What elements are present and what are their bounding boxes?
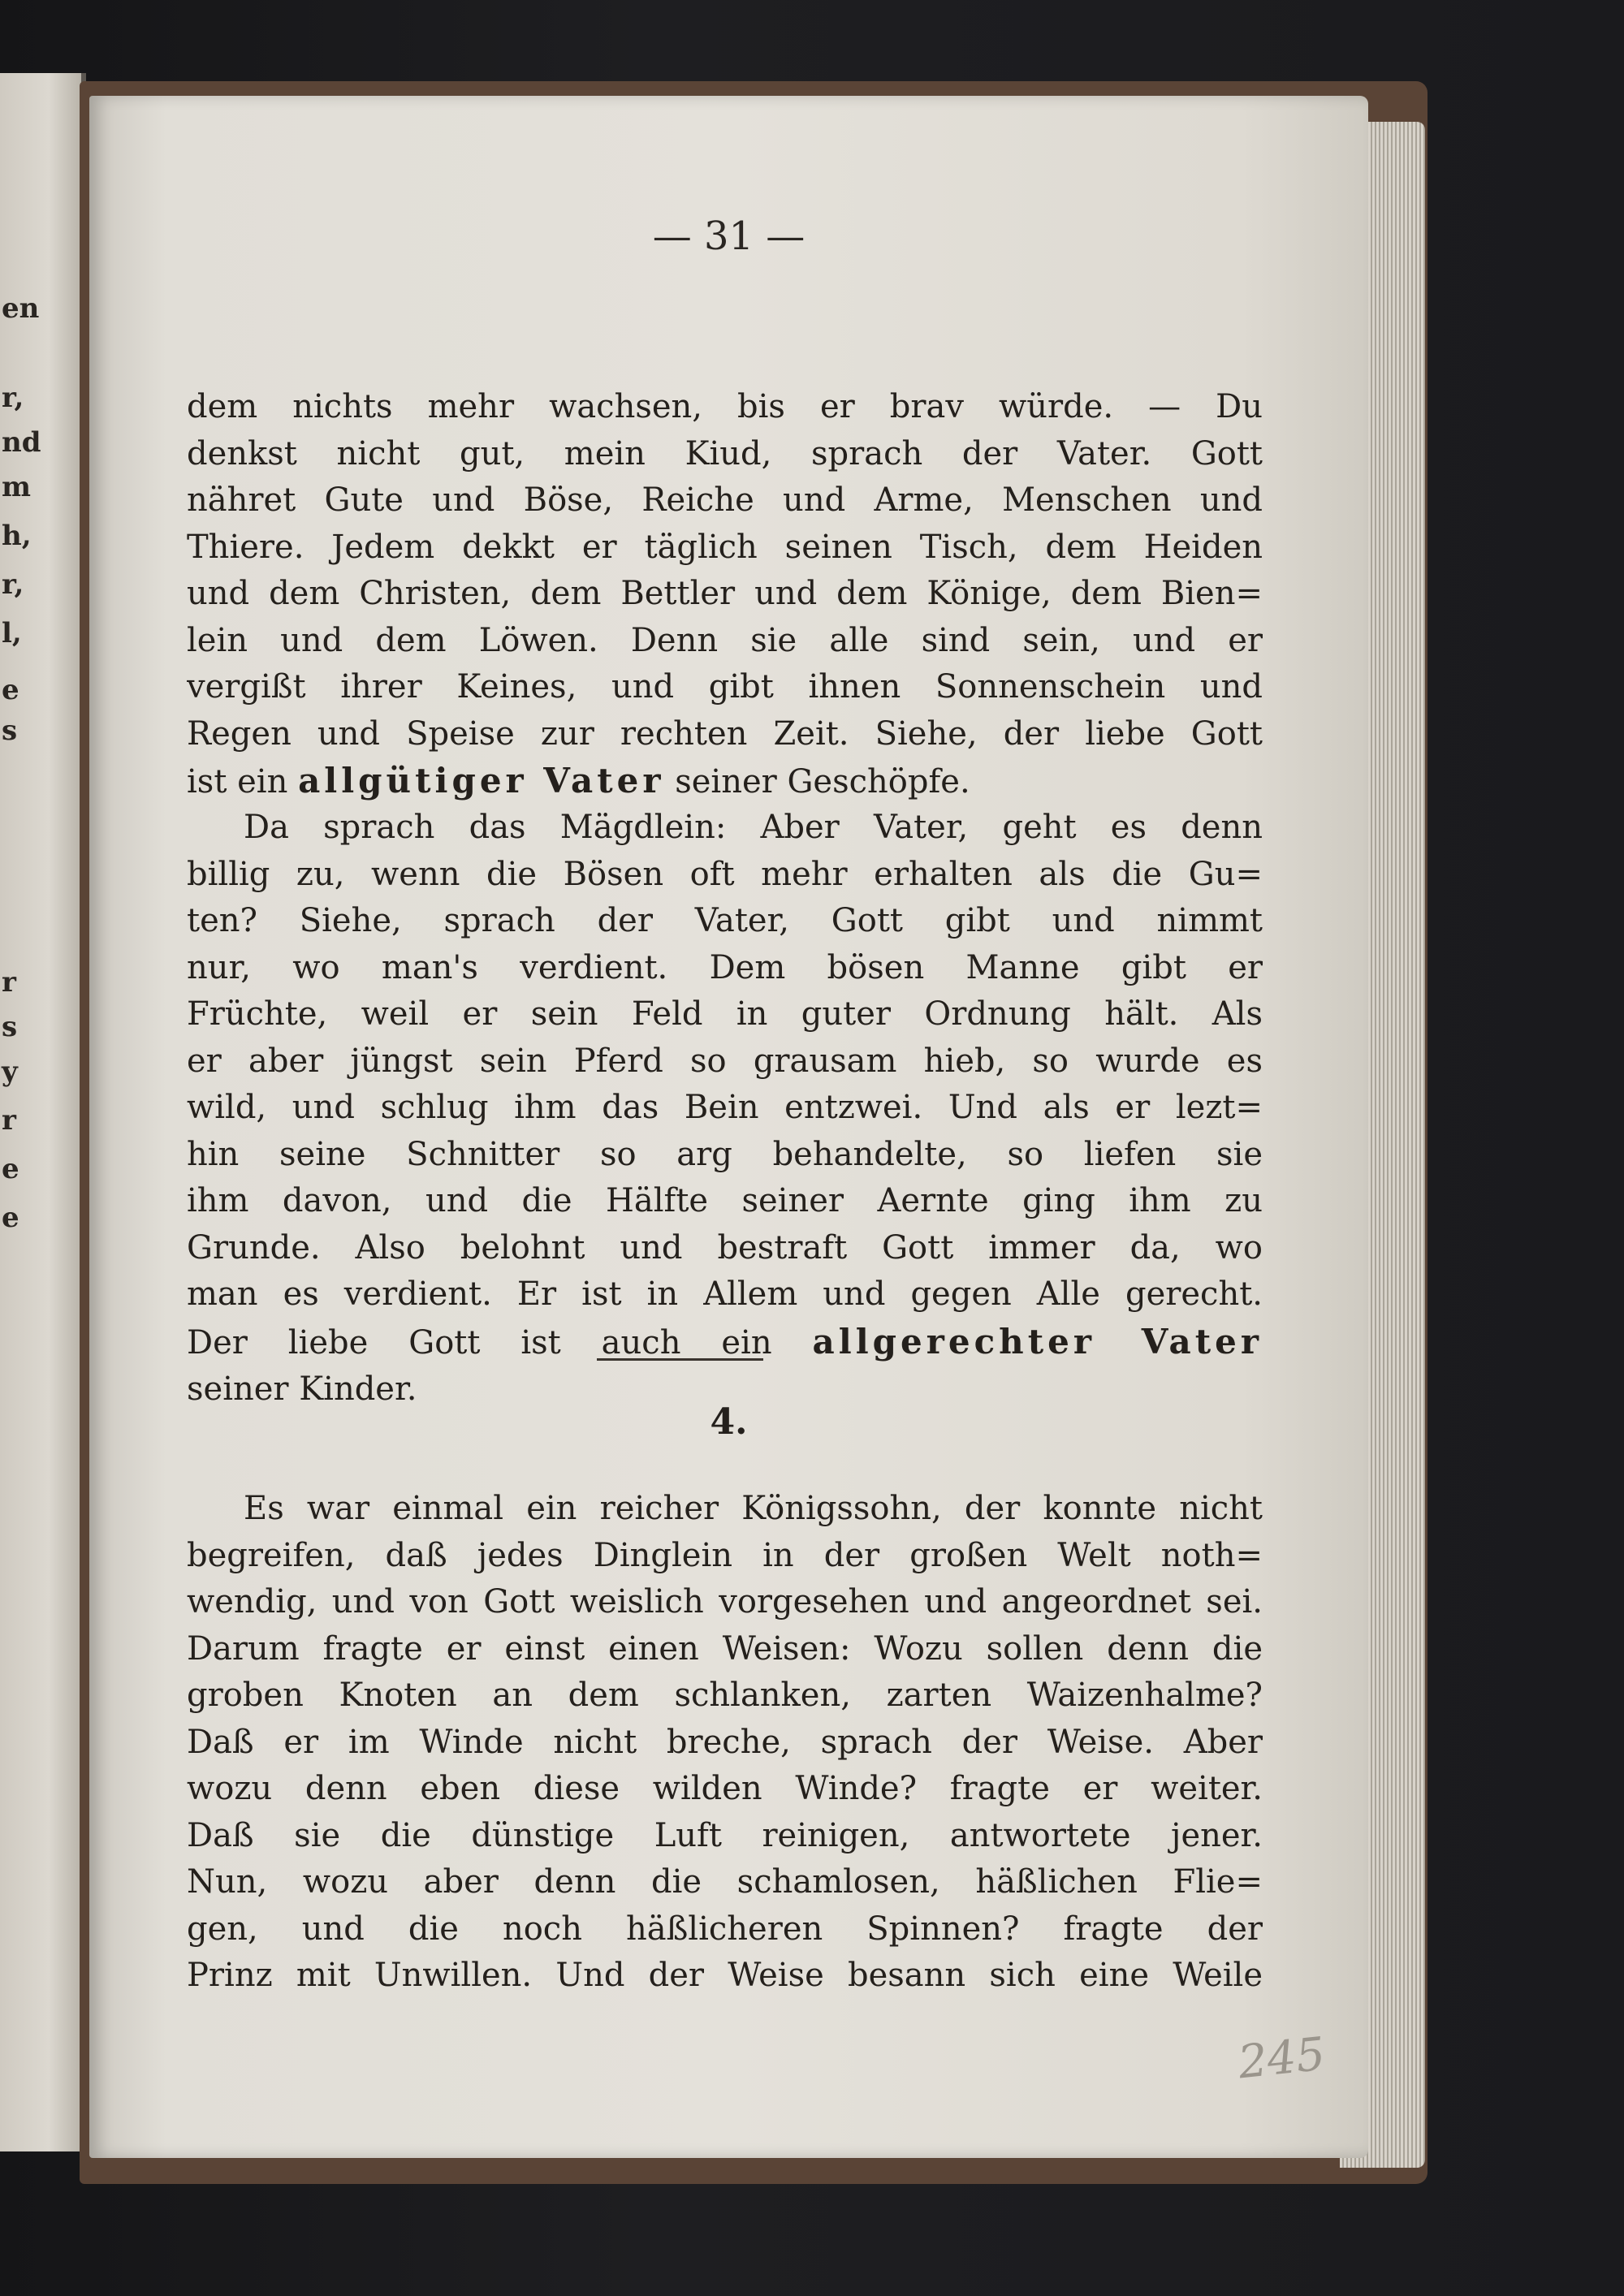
previous-page-fragment: en [2,292,40,325]
previous-page-fragment: e [2,1202,19,1234]
paragraph-1-last-line [187,757,1263,806]
paragraph-3 [187,1486,1263,2000]
paragraph-2-line: hin seine Schnitter so arg behandelte, so liefen sie [187,1135,1263,1173]
paragraph-2-line: billig zu, wenn die Bösen oft mehr erhalten als die Gu= [187,855,1263,893]
previous-page-fragment: e [2,1153,19,1185]
section-number: 4. [710,1401,748,1443]
previous-page-fragment: nd [2,426,41,459]
previous-page-fragment: r [2,966,16,999]
paragraph-3-line: Daß er im Winde nicht breche, sprach der Weise. Aber [187,1723,1263,1761]
paragraph-2-line: ihm davon, und die Hälfte seiner Aernte ging ihm zu [187,1182,1263,1219]
paragraph-2-line: ten? Siehe, sprach der Vater, Gott gibt und nimmt [187,902,1263,939]
paragraph-3-line: Darum fragte er einst einen Weisen: Wozu sollen denn die [187,1629,1263,1668]
paragraph-2-line: nur, wo man's verdient. Dem bösen Manne gibt er [187,948,1263,986]
previous-page-fragment: r, [2,568,24,601]
paragraph-2-line: man es verdient. Er ist in Allem und gegen Alle gerecht. [187,1275,1263,1313]
p1-last-after: seiner Geschöpfe. [664,763,970,801]
paragraph-1-line: dem nichts mehr wachsen, bis er brav würde. — Du [187,388,1263,425]
paragraph-1-line: Regen und Speise zur rechten Zeit. Siehe, der liebe Gott [187,714,1263,753]
paragraph-2-line: er aber jüngst sein Pferd so grausam hieb, so wurde es [187,1042,1263,1080]
paragraph-3-line: Daß sie die dünstige Luft reinigen, antwortete jener. [187,1816,1263,1854]
paragraph-3-line: Es war einmal ein reicher Königssohn, der konnte nicht [244,1490,1263,1527]
paragraph-1 [187,384,1263,806]
paragraph-3-line: Nun, wozu aber denn die schamlosen, häßlichen Flie= [187,1863,1263,1901]
paragraph-3-line: wozu denn eben diese wilden Winde? fragte er weiter. [187,1770,1263,1807]
previous-page-fragment: l, [2,617,22,650]
previous-page-fragment: s [2,1011,18,1043]
previous-page-fragment: s [2,714,18,747]
paragraph-3-line: gen, und die noch häßlicheren Spinnen? fragte der [187,1910,1263,1948]
emphasis-allgerechter-vater: allgerechter Vater [812,1321,1263,1362]
previous-page-fragment: y [2,1055,18,1088]
page-number: — 31 — [652,214,806,259]
paragraph-1-line: Thiere. Jedem dekkt er täglich seinen Tisch, dem Heiden [187,528,1263,566]
book-page [89,96,1368,2158]
previous-page-fragment: h, [2,520,32,552]
paragraph-3-line: begreifen, daß jedes Dinglein in der großen Welt noth= [187,1536,1263,1574]
previous-page-fragment: m [2,471,31,503]
paragraph-3-line: wendig, und von Gott weislich vorgesehen und angeordnet sei. [187,1583,1263,1621]
paragraph-1-lines [187,384,1263,757]
paragraph-1-line: lein und dem Löwen. Denn sie alle sind sein, und er [187,621,1263,659]
paragraph-1-line: nähret Gute und Böse, Reiche und Arme, Menschen und [187,481,1263,519]
paragraph-3-line: Prinz mit Unwillen. Und der Weise besann sich eine Weile [187,1957,1263,1994]
pencil-annotation: 245 [1235,2027,1328,2090]
paragraph-3-line: groben Knoten an dem schlanken, zarten Waizenhalme? [187,1677,1263,1714]
paragraph-2-line: Grunde. Also belohnt und bestraft Gott immer da, wo [187,1228,1263,1267]
paragraph-2 [187,805,1263,1413]
paragraph-2-line: Früchte, weil er sein Feld in guter Ordnung hält. Als [187,995,1263,1033]
previous-page-fragment: r, [2,382,24,414]
paragraph-2-line: wild, und schlug ihm das Bein entzwei. Und als er lezt= [187,1089,1263,1126]
p1-last-before: ist ein [187,763,299,801]
paragraph-1-line: vergißt ihrer Keines, und gibt ihnen Sonnenschein und [187,668,1263,706]
emphasis-allguetiger-vater: allgütiger Vater [298,761,665,801]
paragraph-2-lines [187,805,1263,1318]
paragraph-1-line: und dem Christen, dem Bettler und dem Könige, dem Bien= [187,575,1263,612]
section-divider [597,1358,763,1361]
paragraph-1-line: denkst nicht gut, mein Kiud, sprach der Vater. Gott [187,434,1263,473]
p2-emph-before: Der liebe Gott ist auch ein [187,1323,813,1362]
paragraph-2-line: Da sprach das Mägdlein: Aber Vater, geht es denn [244,809,1263,846]
paragraph-3-lines [187,1486,1263,2000]
previous-page-fragment: e [2,674,19,706]
paragraph-2-last-line: seiner Kinder. [187,1370,417,1408]
previous-page-fragment: r [2,1104,16,1137]
